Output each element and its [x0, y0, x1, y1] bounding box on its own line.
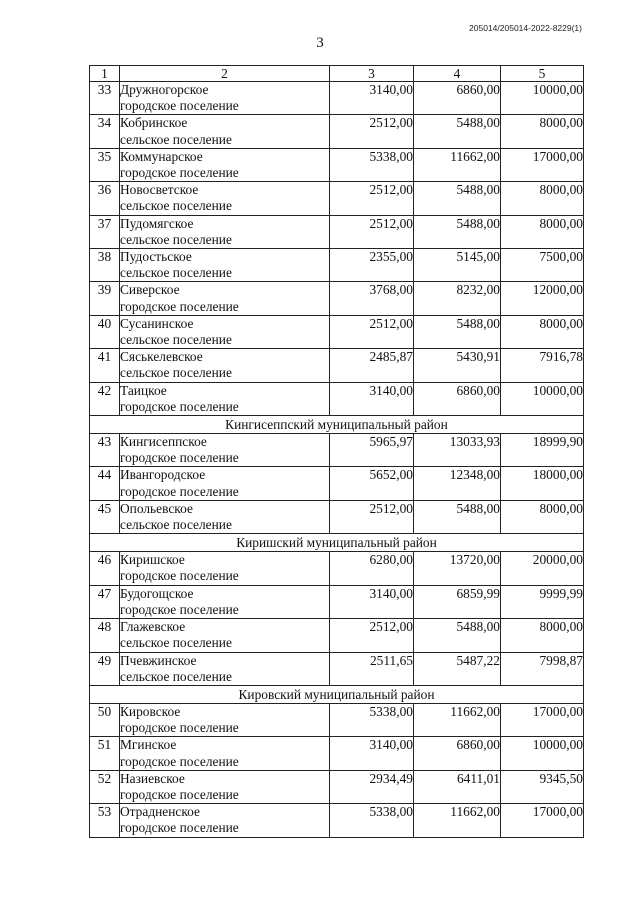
value-col3: 2512,00	[330, 500, 414, 533]
settlement-name-line1: Опольевское	[120, 500, 193, 516]
value-col3: 5338,00	[330, 703, 414, 736]
value-col4: 6859,99	[414, 585, 501, 618]
settlement-type-line2: сельское поселение	[120, 668, 232, 684]
settlement-type-line2: городское поселение	[120, 753, 239, 769]
settlement-name-line1: Коммунарское	[120, 148, 203, 164]
settlement-type-line2: городское поселение	[120, 720, 239, 736]
value-col5: 10000,00	[501, 382, 584, 415]
column-header: 3	[330, 66, 414, 82]
value-col4: 6860,00	[414, 737, 501, 770]
value-col4: 5488,00	[414, 115, 501, 148]
value-col4: 5487,22	[414, 652, 501, 685]
value-col3: 2512,00	[330, 315, 414, 348]
table-row	[90, 115, 584, 148]
district-header-row	[90, 534, 584, 552]
value-col3: 6280,00	[330, 552, 414, 585]
value-col5: 7998,87	[501, 652, 584, 685]
table-row	[90, 382, 584, 415]
value-col5: 9999,99	[501, 585, 584, 618]
value-col5: 8000,00	[501, 182, 584, 215]
row-number: 43	[90, 434, 120, 467]
settlement-type-line2: сельское поселение	[120, 265, 232, 281]
row-number: 33	[90, 82, 120, 115]
value-col5: 17000,00	[501, 804, 584, 837]
value-col3: 5652,00	[330, 467, 414, 500]
settlement-name-line1: Пудомягское	[120, 215, 194, 231]
settlement-name-line1: Сиверское	[120, 282, 180, 298]
row-number: 50	[90, 703, 120, 736]
table-row	[90, 770, 584, 803]
value-col3: 5965,97	[330, 434, 414, 467]
settlement-name	[120, 770, 330, 803]
table-row	[90, 619, 584, 652]
value-col5: 8000,00	[501, 115, 584, 148]
settlement-name-line1: Мгинское	[120, 737, 177, 753]
settlement-name	[120, 552, 330, 585]
row-number: 34	[90, 115, 120, 148]
column-header: 5	[501, 66, 584, 82]
value-col5: 9345,50	[501, 770, 584, 803]
value-col4: 13033,93	[414, 434, 501, 467]
table-row	[90, 434, 584, 467]
row-number: 38	[90, 249, 120, 282]
table-row	[90, 82, 584, 115]
value-col5: 8000,00	[501, 500, 584, 533]
column-header: 2	[120, 66, 330, 82]
value-col3: 5338,00	[330, 804, 414, 837]
row-number: 35	[90, 148, 120, 181]
row-number: 39	[90, 282, 120, 315]
value-col3: 2511,65	[330, 652, 414, 685]
value-col3: 2512,00	[330, 182, 414, 215]
settlement-name	[120, 703, 330, 736]
table-row	[90, 652, 584, 685]
settlement-name-line1: Сусанинское	[120, 315, 194, 331]
settlement-name	[120, 804, 330, 837]
column-header: 4	[414, 66, 501, 82]
settlement-name	[120, 349, 330, 382]
settlement-name	[120, 619, 330, 652]
row-number: 44	[90, 467, 120, 500]
value-col5: 10000,00	[501, 737, 584, 770]
value-col5: 8000,00	[501, 215, 584, 248]
settlement-type-line2: городское поселение	[120, 820, 239, 836]
table-row	[90, 349, 584, 382]
row-number: 49	[90, 652, 120, 685]
value-col3: 2512,00	[330, 215, 414, 248]
value-col5: 8000,00	[501, 315, 584, 348]
table-row	[90, 249, 584, 282]
settlement-type-line2: городское поселение	[120, 601, 239, 617]
table-row	[90, 500, 584, 533]
value-col4: 5488,00	[414, 182, 501, 215]
settlement-name	[120, 434, 330, 467]
value-col3: 2512,00	[330, 115, 414, 148]
settlement-type-line2: сельское поселение	[120, 517, 232, 533]
value-col3: 2485,87	[330, 349, 414, 382]
settlement-name	[120, 500, 330, 533]
district-title: Кировский муниципальный район	[90, 685, 584, 703]
value-col4: 8232,00	[414, 282, 501, 315]
table-row	[90, 703, 584, 736]
value-col3: 2512,00	[330, 619, 414, 652]
row-number: 47	[90, 585, 120, 618]
table-row	[90, 148, 584, 181]
settlement-type-line2: городское поселение	[120, 98, 239, 114]
settlement-type-line2: городское поселение	[120, 298, 239, 314]
settlement-name	[120, 249, 330, 282]
settlement-type-line2: городское поселение	[120, 483, 239, 499]
value-col4: 13720,00	[414, 552, 501, 585]
value-col4: 11662,00	[414, 148, 501, 181]
value-col3: 3140,00	[330, 737, 414, 770]
value-col3: 3140,00	[330, 382, 414, 415]
row-number: 53	[90, 804, 120, 837]
settlement-type-line2: городское поселение	[120, 786, 239, 802]
settlement-type-line2: сельское поселение	[120, 635, 232, 651]
settlement-type-line2: сельское поселение	[120, 198, 232, 214]
table-row	[90, 315, 584, 348]
table-row	[90, 804, 584, 837]
value-col3: 5338,00	[330, 148, 414, 181]
value-col4: 6411,01	[414, 770, 501, 803]
value-col4: 11662,00	[414, 703, 501, 736]
table-row	[90, 467, 584, 500]
district-title: Кингисеппский муниципальный район	[90, 416, 584, 434]
value-col3: 2355,00	[330, 249, 414, 282]
settlement-name	[120, 315, 330, 348]
settlement-type-line2: сельское поселение	[120, 131, 232, 147]
settlement-name	[120, 282, 330, 315]
row-number: 46	[90, 552, 120, 585]
value-col3: 2934,49	[330, 770, 414, 803]
page-number: 3	[316, 35, 324, 51]
value-col5: 18999,90	[501, 434, 584, 467]
value-col4: 6860,00	[414, 82, 501, 115]
settlement-name-line1: Пудостьское	[120, 249, 192, 265]
value-col4: 5488,00	[414, 215, 501, 248]
settlement-name-line1: Отрадненское	[120, 804, 200, 820]
table-row	[90, 737, 584, 770]
district-header-row	[90, 416, 584, 434]
column-header: 1	[90, 66, 120, 82]
value-col3: 3140,00	[330, 585, 414, 618]
settlement-name	[120, 737, 330, 770]
table-row	[90, 215, 584, 248]
value-col5: 18000,00	[501, 467, 584, 500]
table-row	[90, 282, 584, 315]
settlement-name-line1: Кобринское	[120, 115, 188, 131]
table-row	[90, 182, 584, 215]
settlement-name	[120, 148, 330, 181]
settlement-name-line1: Кингисеппское	[120, 434, 207, 450]
settlement-name	[120, 382, 330, 415]
row-number: 45	[90, 500, 120, 533]
settlement-name-line1: Дружногорское	[120, 82, 209, 97]
settlement-type-line2: сельское поселение	[120, 365, 232, 381]
row-number: 52	[90, 770, 120, 803]
settlement-name	[120, 215, 330, 248]
settlement-name	[120, 467, 330, 500]
value-col5: 17000,00	[501, 148, 584, 181]
settlement-type-line2: городское поселение	[120, 398, 239, 414]
value-col5: 7916,78	[501, 349, 584, 382]
settlement-name-line1: Новосветское	[120, 182, 199, 198]
settlement-name	[120, 82, 330, 115]
settlement-type-line2: сельское поселение	[120, 231, 232, 247]
row-number: 41	[90, 349, 120, 382]
value-col5: 17000,00	[501, 703, 584, 736]
table-row	[90, 552, 584, 585]
row-number: 42	[90, 382, 120, 415]
value-col4: 12348,00	[414, 467, 501, 500]
settlement-type-line2: городское поселение	[120, 450, 239, 466]
document-id: 205014/205014-2022-8229(1)	[469, 23, 582, 33]
value-col5: 8000,00	[501, 619, 584, 652]
settlement-name-line1: Киришское	[120, 552, 185, 568]
value-col3: 3140,00	[330, 82, 414, 115]
value-col5: 7500,00	[501, 249, 584, 282]
column-header-row	[90, 66, 584, 82]
value-col4: 5488,00	[414, 500, 501, 533]
value-col4: 11662,00	[414, 804, 501, 837]
value-col5: 20000,00	[501, 552, 584, 585]
settlement-name-line1: Глажевское	[120, 619, 186, 635]
value-col4: 5488,00	[414, 315, 501, 348]
value-col4: 5145,00	[414, 249, 501, 282]
value-col5: 12000,00	[501, 282, 584, 315]
settlement-type-line2: городское поселение	[120, 165, 239, 181]
settlement-type-line2: городское поселение	[120, 568, 239, 584]
settlement-name	[120, 115, 330, 148]
row-number: 40	[90, 315, 120, 348]
settlement-name	[120, 182, 330, 215]
value-col4: 5430,91	[414, 349, 501, 382]
row-number: 48	[90, 619, 120, 652]
settlement-name-line1: Пчевжинское	[120, 652, 197, 668]
allocation-table	[89, 65, 584, 838]
value-col4: 5488,00	[414, 619, 501, 652]
settlement-name-line1: Таицкое	[120, 382, 167, 398]
value-col5: 10000,00	[501, 82, 584, 115]
table-body	[90, 66, 584, 838]
value-col3: 3768,00	[330, 282, 414, 315]
table-row	[90, 585, 584, 618]
row-number: 36	[90, 182, 120, 215]
settlement-name-line1: Будогощское	[120, 585, 194, 601]
settlement-name	[120, 652, 330, 685]
row-number: 37	[90, 215, 120, 248]
settlement-name-line1: Сяськелевское	[120, 349, 203, 365]
row-number: 51	[90, 737, 120, 770]
district-header-row	[90, 685, 584, 703]
settlement-name-line1: Назиевское	[120, 770, 185, 786]
settlement-name-line1: Ивангородское	[120, 467, 206, 483]
settlement-type-line2: сельское поселение	[120, 332, 232, 348]
settlement-name	[120, 585, 330, 618]
settlement-name-line1: Кировское	[120, 703, 181, 719]
district-title: Киришский муниципальный район	[90, 534, 584, 552]
value-col4: 6860,00	[414, 382, 501, 415]
